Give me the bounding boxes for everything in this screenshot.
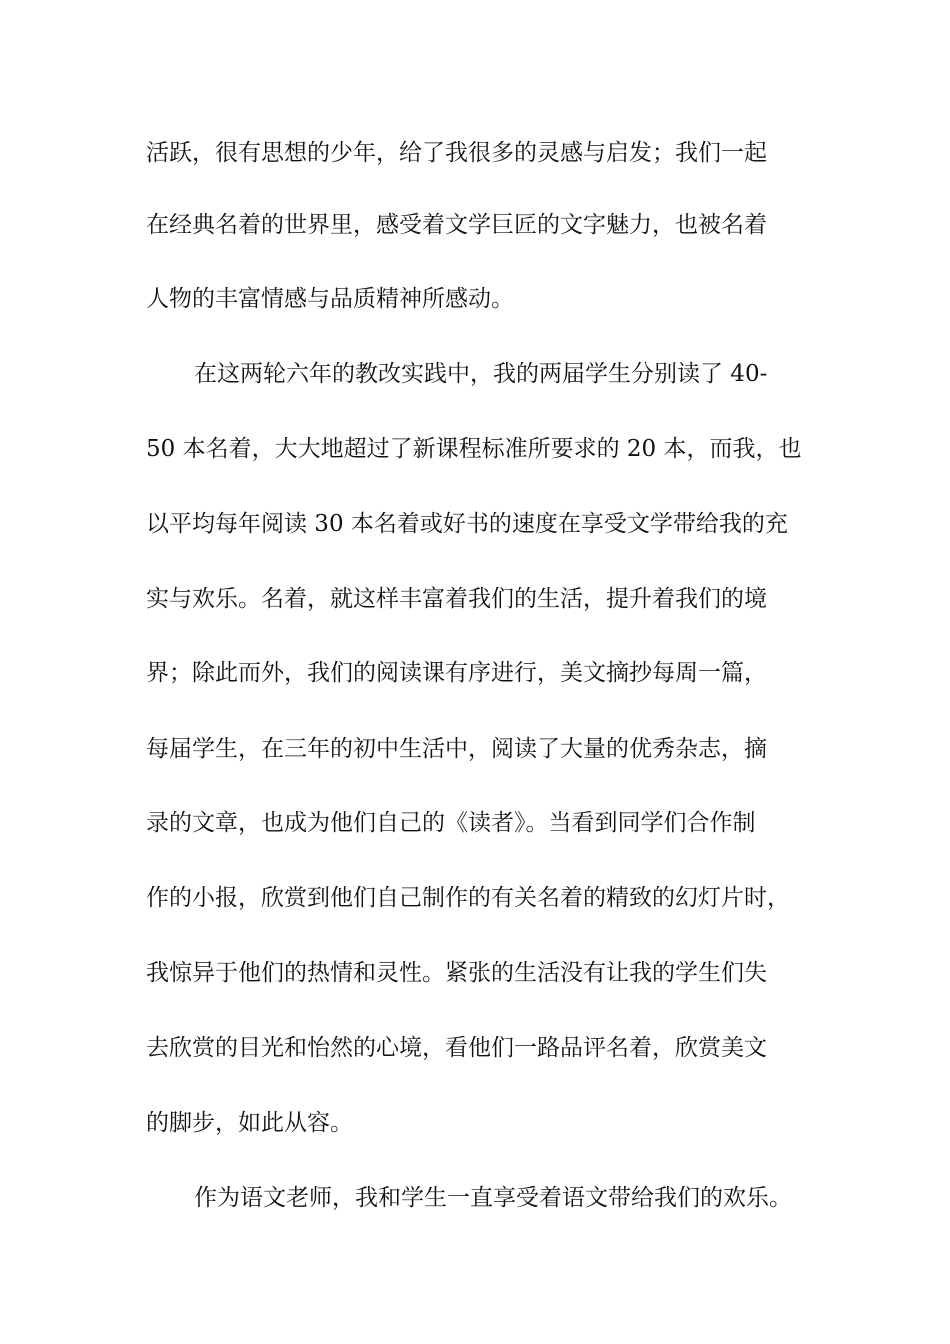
text-line-9: 每届学生，在三年的初中生活中，阅读了大量的优秀杂志，摘 xyxy=(146,736,767,762)
text-line-4: 在这两轮六年的教改实践中，我的两届学生分别读了 40- xyxy=(194,361,768,387)
text-line-13: 去欣赏的目光和怡然的心境，看他们一路品评名着，欣赏美文 xyxy=(146,1035,767,1061)
text-line-1: 活跃，很有思想的少年，给了我很多的灵感与启发；我们一起 xyxy=(146,140,767,166)
text-line-11: 作的小报，欣赏到他们自己制作的有关名着的精致的幻灯片时， xyxy=(146,885,790,911)
text-line-5: 50 本名着，大大地超过了新课程标准所要求的 20 本，而我，也 xyxy=(146,436,802,462)
text-line-3: 人物的丰富情感与品质精神所感动。 xyxy=(146,286,514,312)
text-line-2: 在经典名着的世界里，感受着文学巨匠的文字魅力，也被名着 xyxy=(146,212,767,238)
text-line-7: 实与欢乐。名着，就这样丰富着我们的生活，提升着我们的境 xyxy=(146,586,767,612)
text-line-10: 录的文章，也成为他们自己的《读者》。当看到同学们合作制 xyxy=(146,810,756,836)
text-line-15: 作为语文老师，我和学生一直享受着语文带给我们的欢乐。 xyxy=(194,1185,792,1211)
text-line-8: 界；除此而外，我们的阅读课有序进行，美文摘抄每周一篇， xyxy=(146,660,767,686)
text-line-14: 的脚步，如此从容。 xyxy=(146,1110,353,1136)
text-line-12: 我惊异于他们的热情和灵性。紧张的生活没有让我的学生们失 xyxy=(146,960,767,986)
text-line-6: 以平均每年阅读 30 本名着或好书的速度在享受文学带给我的充 xyxy=(146,511,788,537)
